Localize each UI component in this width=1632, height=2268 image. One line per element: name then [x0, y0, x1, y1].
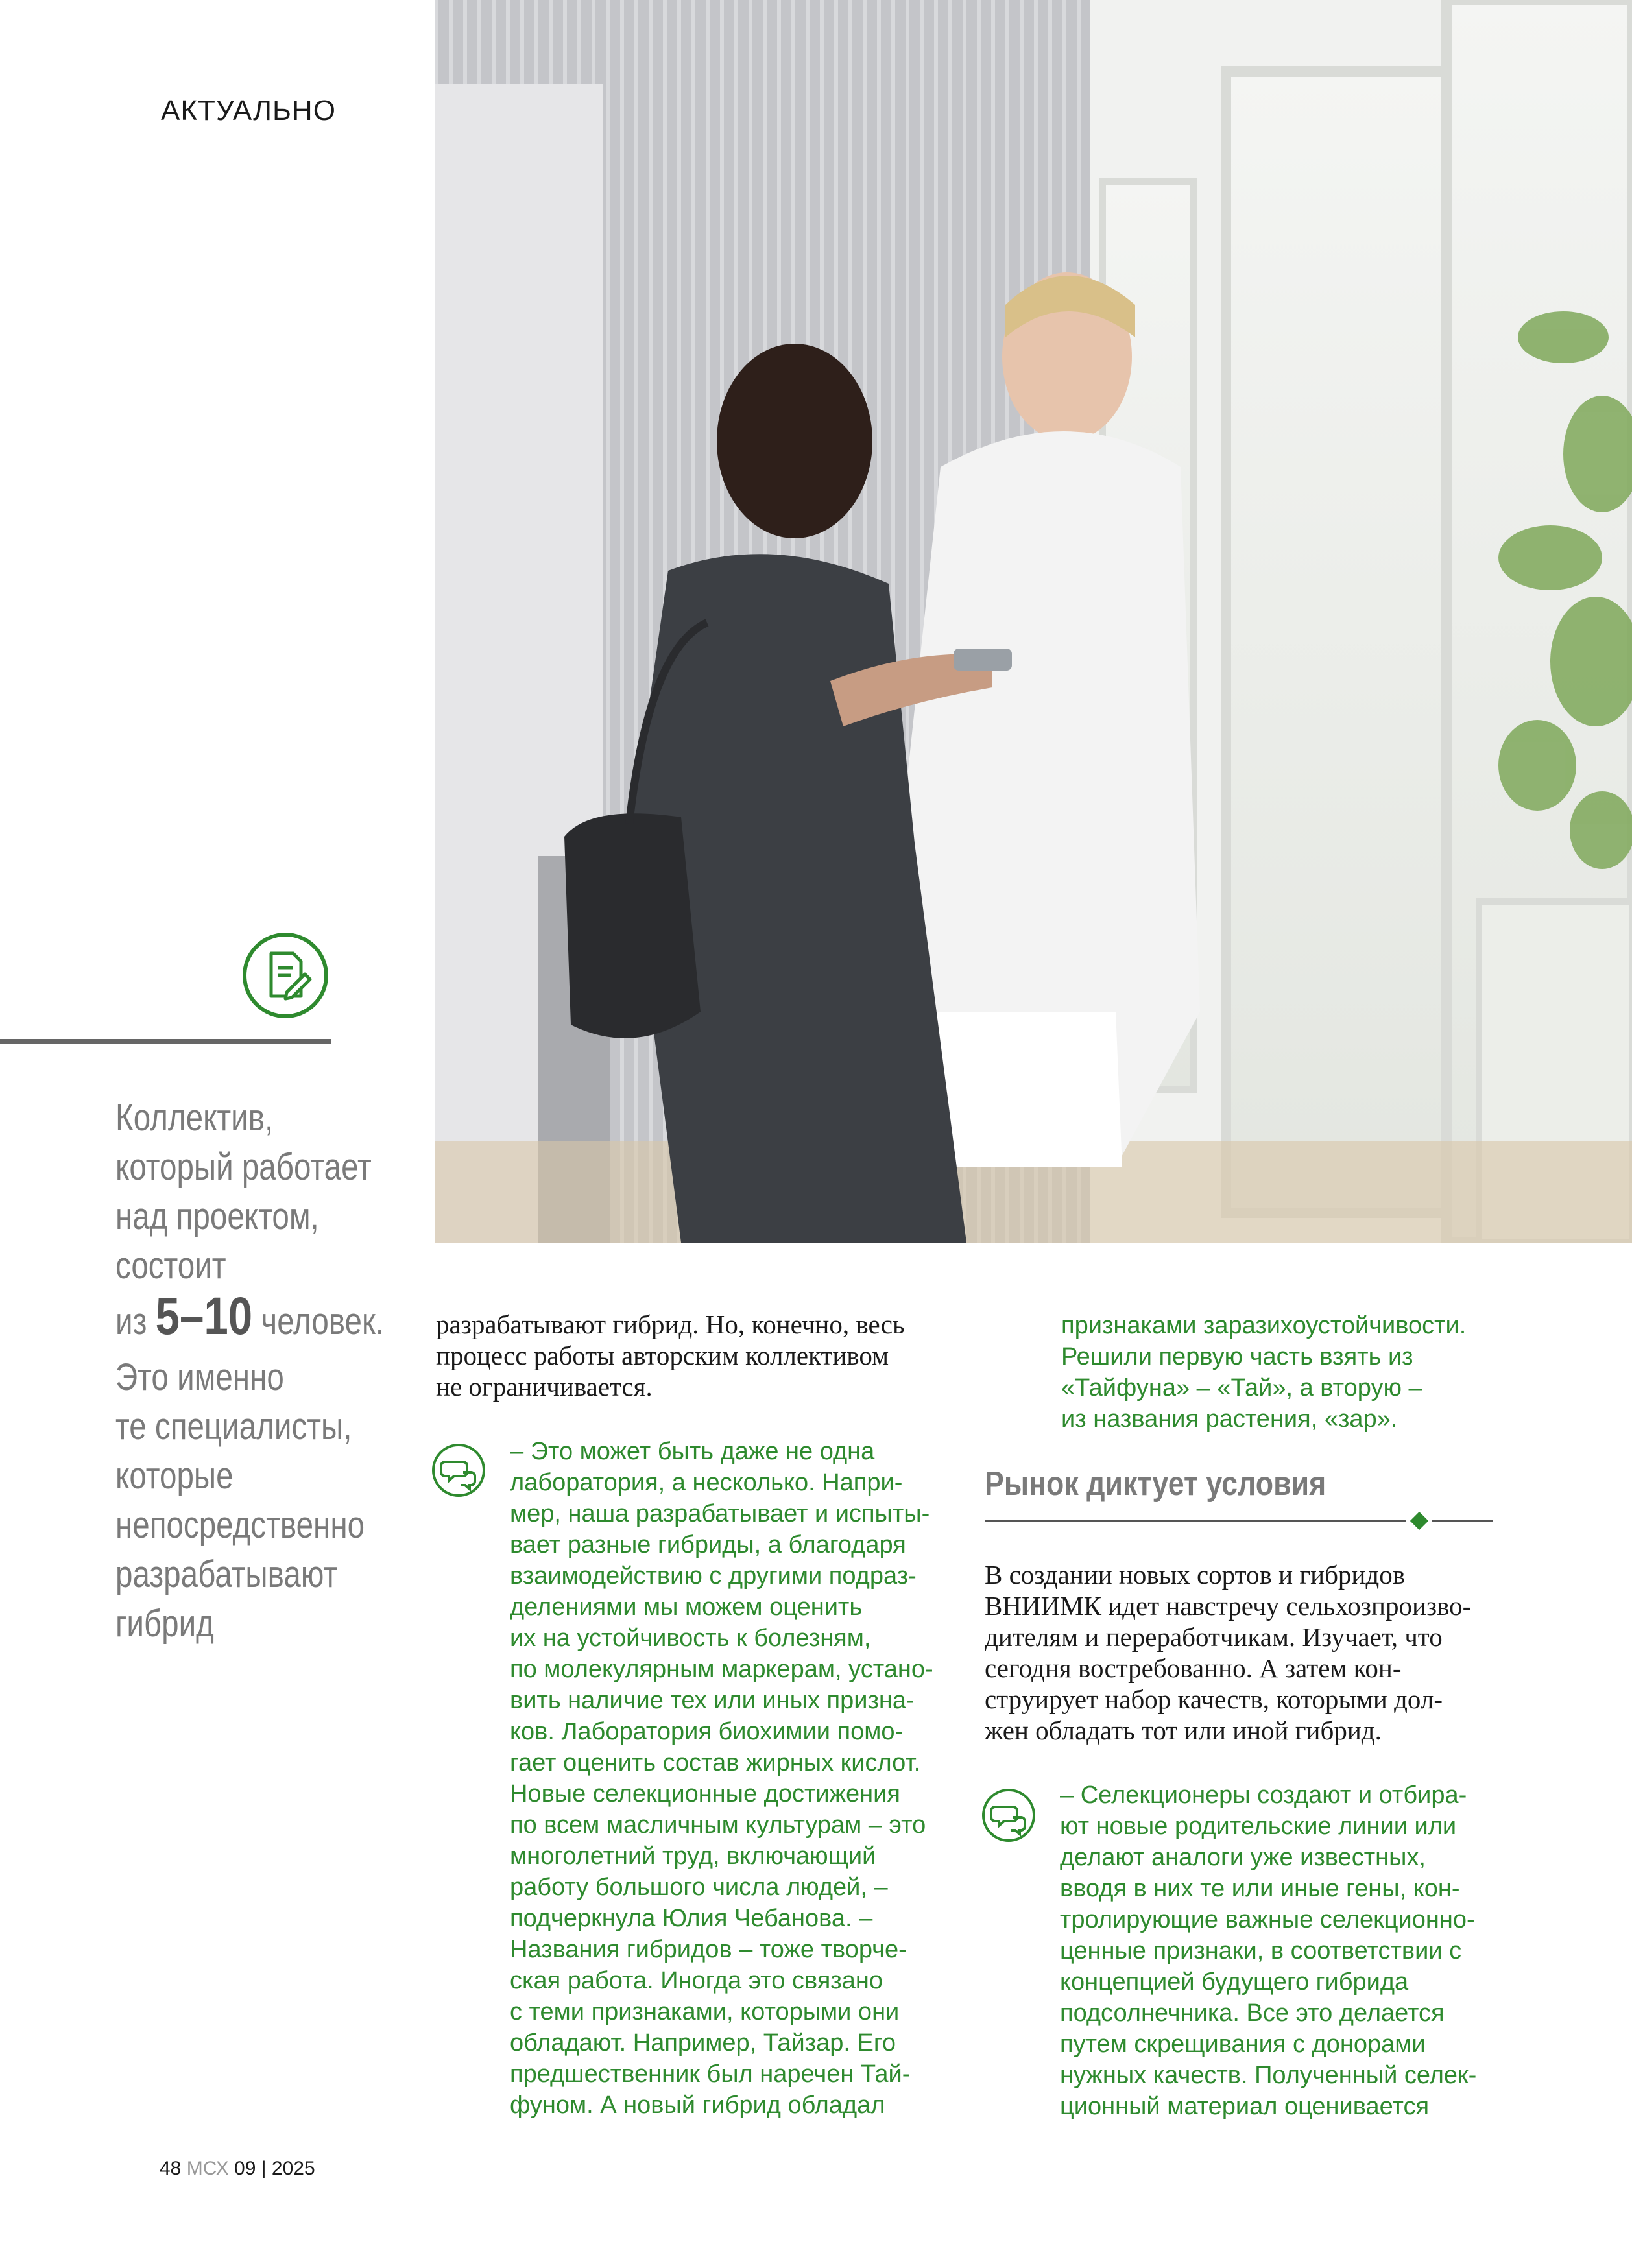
body-line: струирует набор качеств, которыми дол-: [985, 1684, 1443, 1714]
quote-line: «Тайфуна» – «Тай», а вторую –: [1061, 1374, 1422, 1402]
diamond-icon: [1410, 1512, 1428, 1530]
section-heading: Рынок диктует условия: [985, 1465, 1326, 1503]
quote-line: из названия растения, «зар».: [1061, 1405, 1398, 1433]
pullquote-line: над проектом,: [115, 1195, 319, 1237]
heading-rule: [985, 1511, 1493, 1531]
article-photo: [435, 0, 1632, 1243]
pullquote-line: Коллектив,: [115, 1097, 274, 1139]
quote-line: концепцией будущего гибрида: [1060, 1968, 1409, 1996]
quote-line: делениями мы можем оценить: [510, 1594, 863, 1621]
folio-separator: |: [261, 2158, 267, 2179]
quote-line: фуном. А новый гибрид обладал: [510, 2092, 885, 2119]
quote-line: по молекулярным маркерам, устано-: [510, 1656, 933, 1683]
body-line: сегодня востребованно. А затем кон-: [985, 1653, 1402, 1683]
body-line: жен обладать тот или иной гибрид.: [985, 1715, 1382, 1745]
quote-line: ценные признаки, в соответствии с: [1060, 1937, 1462, 1964]
quote-line: с теми признаками, которыми они: [510, 1998, 900, 2025]
issue-number: 09: [234, 2158, 256, 2179]
quote-line: работу большого числа людей, –: [510, 1874, 888, 1901]
sidebar-rule: [0, 1039, 331, 1044]
quote-line: предшественник был наречен Тай-: [510, 2060, 911, 2088]
quote-line: по всем масличным культурам – это: [510, 1811, 926, 1839]
body-line: В создании новых сортов и гибридов: [985, 1560, 1406, 1590]
pullquote-line: разрабатывают: [115, 1553, 338, 1595]
quote-line: признаками заразихоустойчивости.: [1061, 1312, 1467, 1339]
quote-line: подчеркнула Юлия Чебанова. –: [510, 1905, 873, 1932]
pullquote-line: состоит: [115, 1245, 226, 1287]
page-number: 48: [160, 2158, 182, 2179]
quote-line: взаимодействию с другими подраз-: [510, 1562, 917, 1590]
quote-line: ков. Лаборатория биохимии помо-: [510, 1718, 904, 1745]
issue-year: 2025: [271, 2158, 315, 2179]
body-line: дителям и переработчикам. Изучает, что: [985, 1622, 1443, 1652]
pullquote-line: Это именно: [115, 1356, 284, 1398]
pullquote-suffix: человек.: [261, 1300, 385, 1343]
quote-line: Решили первую часть взять из: [1061, 1343, 1413, 1370]
pullquote-highlight-line: [115, 1287, 385, 1346]
quote-line: тролирующие важные селекционно-: [1060, 1906, 1475, 1933]
magazine-name: МСХ: [186, 2158, 229, 2179]
page-folio: [160, 2158, 315, 2180]
quote-line: путем скрещивания с донорами: [1060, 2031, 1426, 2058]
pullquote-line: гибрид: [115, 1603, 214, 1645]
quote-line: нужных качеств. Полученный селек-: [1060, 2062, 1477, 2089]
quote-line: – Это может быть даже не одна: [510, 1438, 875, 1465]
quote-line: Новые селекционные достижения: [510, 1780, 900, 1808]
pullquote-line: который работает: [115, 1146, 372, 1188]
quote-line: обладают. Например, Тайзар. Его: [510, 2029, 896, 2057]
quote-line: вает разные гибриды, а благодаря: [510, 1531, 906, 1558]
body-line: разрабатывают гибрид. Но, конечно, весь: [436, 1309, 905, 1339]
quote-line: вить наличие тех или иных призна-: [510, 1687, 915, 1714]
section-label: АКТУАЛЬНО: [161, 95, 336, 126]
quote-line: делают аналоги уже известных,: [1060, 1844, 1426, 1871]
pullquote-number: 5–10: [155, 1287, 253, 1346]
quote-line: ционный материал оценивается: [1060, 2093, 1430, 2120]
pullquote-line: непосредственно: [115, 1504, 365, 1546]
quote-line: лаборатория, а несколько. Напри-: [510, 1469, 903, 1496]
pullquote-line: те специалисты,: [115, 1405, 352, 1448]
quote-line: вводя в них те или иные гены, кон-: [1060, 1875, 1460, 1902]
speech-bubbles-icon: [981, 1787, 1037, 1843]
body-line: процесс работы авторским коллективом: [436, 1341, 889, 1370]
speech-bubbles-icon: [431, 1442, 486, 1498]
quote-line: подсолнечника. Все это делается: [1060, 1999, 1445, 2027]
quote-line: их на устойчивость к болезням,: [510, 1625, 871, 1652]
pullquote-prefix: из: [115, 1300, 147, 1343]
quote-line: многолетний труд, включающий: [510, 1843, 876, 1870]
quote-line: – Селекционеры создают и отбира-: [1060, 1782, 1467, 1809]
quote-line: Названия гибридов – тоже творче-: [510, 1936, 907, 1963]
pullquote-line: которые: [115, 1455, 234, 1497]
quote-line: ют новые родительские линии или: [1060, 1813, 1457, 1840]
quote-line: мер, наша разрабатывает и испыты-: [510, 1500, 930, 1527]
quote-line: ская работа. Иногда это связано: [510, 1967, 883, 1994]
document-pen-icon: [241, 931, 330, 1020]
body-line: не ограничивается.: [436, 1372, 653, 1402]
quote-line: гает оценить состав жирных кислот.: [510, 1749, 921, 1776]
body-line: ВНИИМК идет навстречу сельхозпроизво-: [985, 1591, 1472, 1621]
